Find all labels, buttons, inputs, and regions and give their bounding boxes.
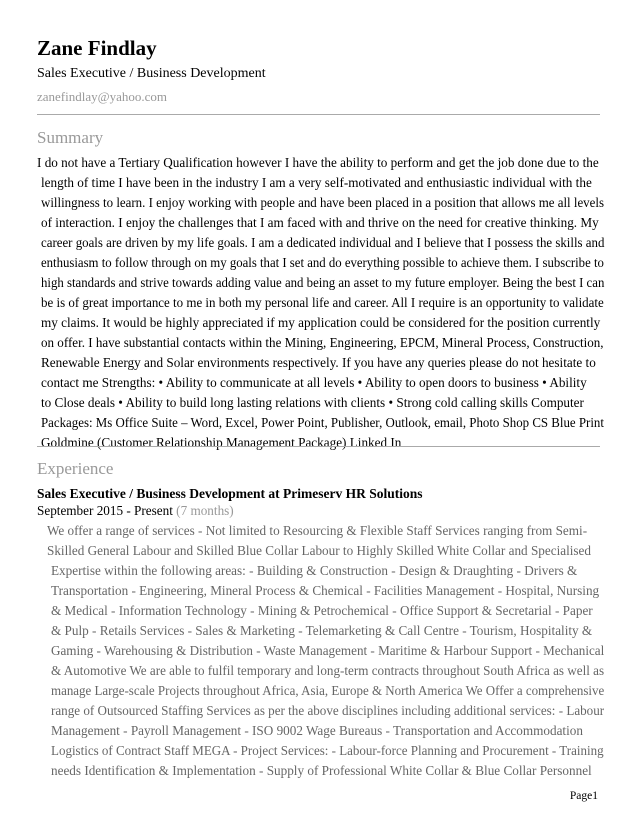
- summary-line: high standards and strive towards adding value and being an asset to my future employer. Being the best I can: [41, 275, 605, 290]
- summary-heading: Summary: [37, 128, 104, 147]
- summary-line: enthusiasm to follow through on my goals that I set and do everything possible to achieve them. I subscribe to: [41, 255, 604, 270]
- job-dates: [37, 503, 234, 519]
- summary-line: willingness to learn. I enjoy working with people and have been placed in a position that allows me all levels: [41, 195, 604, 210]
- description-line: & Automotive We are able to fulfil temporary and long-term contracts throughout South Africa as well as: [51, 663, 605, 678]
- description-line: Gaming - Warehousing & Distribution - Waste Management - Maritime & Harbour Support - Mechanical: [51, 643, 605, 658]
- job-title: Sales Executive / Business Development at Primeserv HR Solutions: [37, 486, 423, 501]
- description-line: We offer a range of services - Not limited to Resourcing & Flexible Staff Services ranging from Semi-: [47, 523, 588, 538]
- description-line: Management - Payroll Management - ISO 9002 Wage Bureaus - Transportation and Accommodation: [51, 723, 583, 738]
- summary-line: to Close deals • Ability to build long lasting relations with clients • Strong cold calling skills Computer: [41, 395, 584, 410]
- description-line: manage Large-scale Projects throughout Africa, Asia, Europe & North America We Offer a comprehensive: [51, 683, 605, 698]
- description-line: & Pulp - Retails Services - Sales & Marketing - Telemarketing & Call Centre - Tourism, Hospitality &: [51, 623, 593, 638]
- description-line: range of Outsourced Staffing Services as per the above disciplines including additional services: - Labour: [51, 703, 605, 718]
- summary-line: Renewable Energy and Solar environments respectively. If you have any queries please do not hesitate to: [41, 355, 596, 370]
- candidate-email[interactable]: zanefindlay@yahoo.com: [37, 89, 168, 104]
- summary-line: I do not have a Tertiary Qualification however I have the ability to perform and get the job done due to the: [37, 155, 599, 170]
- divider: [37, 114, 600, 115]
- summary-line: of interaction. I enjoy the challenges that I am faced with and thrive on the need for creative thinking. My: [41, 215, 599, 230]
- summary-line: length of time I have been in the industry I am a very self-motivated and enthusiastic individual with the: [41, 175, 592, 190]
- description-line: Skilled General Labour and Skilled Blue Collar Labour to Highly Skilled White Collar and Specialised: [47, 543, 591, 558]
- candidate-name: Zane Findlay: [37, 36, 157, 60]
- summary-line: contact me Strengths: • Ability to communicate at all levels • Ability to open doors to business • Ability: [41, 375, 587, 390]
- summary-line: career goals are driven by my life goals. I am a dedicated individual and I believe that I possess the skills and: [41, 235, 605, 250]
- page-number: Page1: [569, 790, 598, 802]
- experience-heading: Experience: [37, 459, 114, 478]
- summary-line: my claims. It would be highly appreciated if my application could be considered for the position currently: [41, 315, 601, 330]
- summary-line: on offer. I have substantial contacts within the Mining, Engineering, EPCM, Mineral Process, Construction,: [41, 335, 604, 350]
- divider: [37, 446, 600, 447]
- summary-line: be is of great importance to me in both my personal life and career. All I require is an opportunity to validate: [41, 295, 604, 310]
- job-duration: (7 months): [176, 503, 234, 518]
- description-line: Transportation - Engineering, Mineral Process & Chemical - Facilities Management - Hospital, Nursing: [51, 583, 600, 598]
- description-line: Expertise within the following areas: - Building & Construction - Design & Draughting - Drivers &: [51, 563, 578, 578]
- description-line: Logistics of Contract Staff MEGA - Project Services: - Labour-force Planning and Procurement - Training: [51, 743, 604, 758]
- summary-line: Goldmine (Customer Relationship Management Package) Linked In: [41, 435, 402, 450]
- job-date-range: September 2015 - Present: [37, 503, 173, 518]
- candidate-title: Sales Executive / Business Development: [37, 66, 266, 81]
- summary-line: Packages: Ms Office Suite – Word, Excel, Power Point, Publisher, Outlook, email, Photo Shop CS Blue Print: [41, 415, 604, 430]
- description-line: needs Identification & Implementation - Supply of Professional White Collar & Blue Collar Personnel: [51, 763, 592, 778]
- description-line: & Medical - Information Technology - Mining & Petrochemical - Office Support & Secretarial - Paper: [51, 603, 593, 618]
